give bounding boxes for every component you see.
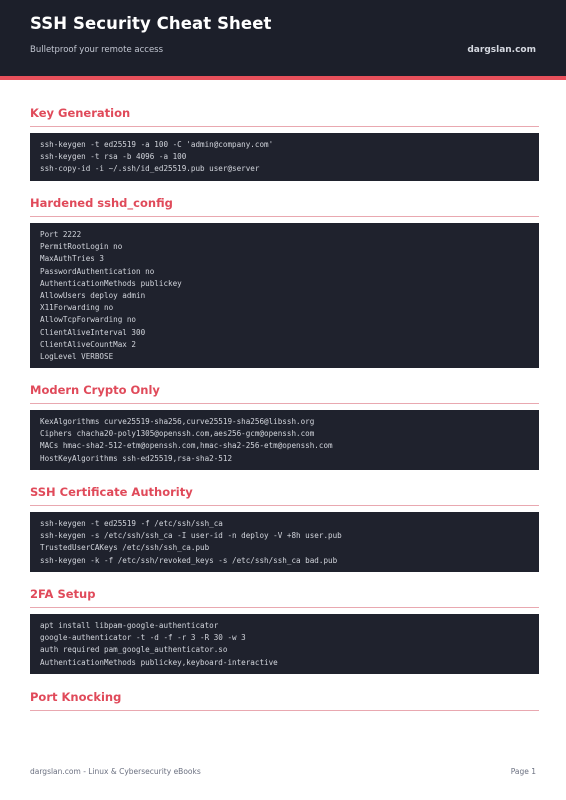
code-line: LogLevel VERBOSE xyxy=(40,352,114,362)
code-line: PasswordAuthentication no xyxy=(40,266,155,276)
code-line: ssh-copy-id -i ~/.ssh/id_ed25519.pub user@server xyxy=(40,164,260,174)
code-line: HostKeyAlgorithms ssh-ed25519,rsa-sha2-512 xyxy=(40,453,233,463)
code-block xyxy=(30,410,539,470)
code-line: AuthenticationMethods publickey xyxy=(40,278,182,288)
section-2fa-setup xyxy=(30,587,539,674)
page-title: SSH Security Cheat Sheet xyxy=(30,14,272,33)
code-line: ssh-keygen -s /etc/ssh/ssh_ca -I user-id -n deploy -V +8h user.pub xyxy=(40,531,342,541)
code-line: ssh-keygen -k -f /etc/ssh/revoked_keys -s /etc/ssh/ssh_ca bad.pub xyxy=(40,555,338,565)
code-line: auth required pam_google_authenticator.so xyxy=(40,645,228,655)
page-number: Page 1 xyxy=(510,767,536,776)
section-title: Hardened sshd_config xyxy=(30,196,539,217)
code-line: apt install libpam-google-authenticator xyxy=(40,621,219,630)
page-header xyxy=(0,0,566,76)
brand-link[interactable]: dargslan.com xyxy=(467,45,536,55)
code-block xyxy=(30,512,539,572)
code-line: PermitRootLogin no xyxy=(40,242,123,252)
code-line: ClientAliveInterval 300 xyxy=(40,327,146,337)
code-line: AllowUsers deploy admin xyxy=(40,291,146,301)
section-title: 2FA Setup xyxy=(30,587,539,608)
section-hardened-sshd-config xyxy=(30,196,539,368)
section-modern-crypto xyxy=(30,383,539,470)
section-title: Modern Crypto Only xyxy=(30,383,539,404)
code-line: Ciphers chacha20-poly1305@openssh.com,aes256-gcm@openssh.com xyxy=(40,429,315,439)
code-line: X11Forwarding no xyxy=(40,303,114,313)
code-line: AllowTcpForwarding no xyxy=(40,315,137,325)
code-block xyxy=(30,133,539,181)
code-block xyxy=(30,614,539,674)
section-key-generation xyxy=(30,106,539,181)
code-line: AuthenticationMethods publickey,keyboard-interactive xyxy=(40,657,278,667)
code-line: google-authenticator -t -d -f -r 3 -R 30 -w 3 xyxy=(40,633,246,643)
section-title: SSH Certificate Authority xyxy=(30,485,539,506)
code-line: Port 2222 xyxy=(40,230,82,239)
section-title: Key Generation xyxy=(30,106,539,127)
code-line: ssh-keygen -t rsa -b 4096 -a 100 xyxy=(40,152,187,162)
section-ssh-certificate-authority xyxy=(30,485,539,572)
code-line: KexAlgorithms curve25519-sha256,curve25519-sha256@libssh.org xyxy=(40,417,315,426)
header-accent-bar xyxy=(0,76,566,80)
section-port-knocking xyxy=(30,690,539,711)
code-line: MaxAuthTries 3 xyxy=(40,254,105,264)
code-line: ssh-keygen -t ed25519 -a 100 -C 'admin@company.com' xyxy=(40,140,274,149)
code-line: ssh-keygen -t ed25519 -f /etc/ssh/ssh_ca xyxy=(40,519,223,528)
section-title: Port Knocking xyxy=(30,690,539,711)
code-line: MACs hmac-sha2-512-etm@openssh.com,hmac-sha2-256-etm@openssh.com xyxy=(40,441,333,451)
code-block xyxy=(30,223,539,368)
code-line: TrustedUserCAKeys /etc/ssh/ssh_ca.pub xyxy=(40,543,210,553)
code-line: ClientAliveCountMax 2 xyxy=(40,339,137,349)
page-subtitle: Bulletproof your remote access xyxy=(30,45,164,55)
footer-credit: dargslan.com - Linux & Cybersecurity eBooks xyxy=(30,767,201,776)
